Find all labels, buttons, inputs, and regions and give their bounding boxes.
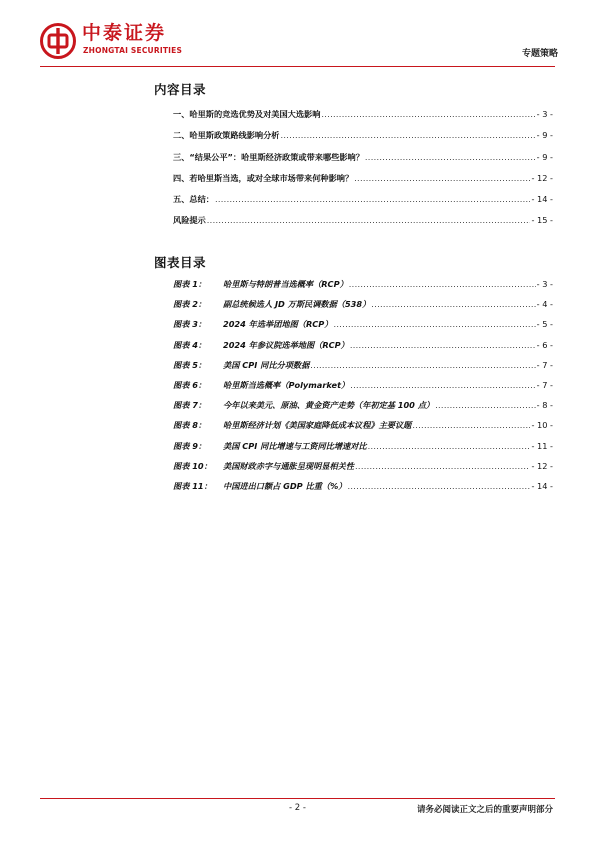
figure-entry[interactable] [173, 319, 553, 339]
toc-entry-label: 三、“结果公平”：哈里斯经济政策或带来哪些影响？ [173, 151, 364, 162]
toc-list [173, 109, 553, 237]
figure-page: - 14 - [531, 480, 553, 491]
figure-entry[interactable] [173, 461, 553, 481]
figure-number: 图表 10： [173, 460, 212, 471]
footer-disclaimer: 请务必阅读正文之后的重要声明部分 [416, 805, 553, 815]
dot-leader [348, 481, 531, 491]
figure-page: - 6 - [536, 339, 553, 350]
figure-entry[interactable] [173, 420, 553, 440]
toc-entry-page: - 12 - [531, 172, 553, 183]
figure-number: 图表 4： [173, 339, 207, 350]
toc-entry[interactable] [173, 194, 553, 215]
toc-entry[interactable] [173, 109, 553, 130]
figure-page: - 10 - [531, 420, 553, 431]
figure-caption: 哈里斯经济计划《美国家庭降低成本议程》主要议题 [223, 420, 412, 431]
dot-leader [435, 400, 536, 410]
figure-caption: 美国 CPI 同比增速与工资同比增速对比 [223, 440, 367, 451]
figure-entry[interactable] [173, 279, 553, 299]
page-header [40, 20, 560, 66]
figure-caption: 2024 年参议院选举地图（RCP） [223, 339, 349, 350]
figure-caption: 今年以来美元、原油、黄金资产走势（年初定基 100 点） [223, 400, 435, 411]
logo-english-name: ZHONGTAI SECURITIES [83, 46, 183, 55]
toc-entry-label: 二、哈里斯政策路线影响分析 [173, 130, 280, 141]
dot-leader [310, 360, 535, 370]
dot-leader [412, 420, 530, 430]
dot-leader [368, 441, 531, 451]
figure-page: - 7 - [536, 379, 553, 390]
figure-page: - 8 - [536, 400, 553, 411]
toc-entry-label: 风险提示 [173, 215, 206, 226]
figure-number: 图表 5： [173, 359, 207, 370]
toc-entry-page: - 3 - [536, 109, 553, 119]
toc-entry[interactable] [173, 173, 553, 194]
figure-number: 图表 2： [173, 299, 207, 310]
figure-caption: 美国财政赤字与通胀呈现明显相关性 [223, 460, 355, 471]
figure-number: 图表 8： [173, 420, 207, 431]
dot-leader [333, 319, 535, 329]
figure-entry[interactable] [173, 340, 553, 360]
figure-entry[interactable] [173, 481, 553, 501]
toc-entry[interactable] [173, 152, 553, 173]
footer-divider [40, 798, 555, 799]
header-divider [40, 66, 555, 67]
figure-number: 图表 11： [173, 480, 212, 491]
figure-page: - 12 - [531, 460, 553, 471]
logo-chinese-name: 中泰证券 [82, 22, 167, 44]
figure-caption: 副总统候选人 JD 万斯民调数据（538） [223, 299, 371, 310]
dot-leader [365, 152, 536, 162]
dot-leader [321, 109, 535, 119]
figure-caption: 哈里斯当选概率（Polymarket） [223, 379, 350, 390]
figure-caption: 中国进出口额占 GDP 比重（%） [223, 480, 347, 491]
dot-leader [350, 380, 536, 390]
toc-entry[interactable] [173, 215, 553, 236]
figure-number: 图表 3： [173, 319, 207, 330]
figure-caption: 哈里斯与特朗普当选概率（RCP） [223, 279, 348, 289]
figure-entry[interactable] [173, 299, 553, 319]
toc-entry-page: - 15 - [531, 215, 553, 226]
dot-leader [354, 173, 530, 183]
figure-page: - 11 - [531, 440, 553, 451]
report-type-label: 专题策略 [521, 49, 558, 59]
toc-entry-page: - 9 - [536, 151, 553, 162]
figure-number: 图表 6： [173, 379, 207, 390]
figure-page: - 5 - [536, 319, 553, 330]
zhongtai-logo-icon [40, 23, 76, 59]
toc-entry-page: - 9 - [536, 130, 553, 141]
figure-caption: 美国 CPI 同比分项数据 [223, 359, 310, 370]
figure-entry[interactable] [173, 380, 553, 400]
figure-number: 图表 1： [173, 279, 207, 289]
toc-entry[interactable] [173, 130, 553, 151]
dot-leader [371, 299, 535, 309]
dot-leader [215, 194, 531, 204]
figure-page: - 4 - [536, 299, 553, 310]
figure-caption: 2024 年选举团地图（RCP） [223, 319, 333, 330]
dot-leader [280, 130, 535, 140]
toc-title: 内容目录 [154, 82, 207, 97]
toc-entry-label: 五、总结： [173, 194, 214, 205]
figure-number: 图表 7： [173, 400, 207, 411]
figure-number: 图表 9： [173, 440, 207, 451]
figure-list-title: 图表目录 [154, 255, 207, 270]
toc-entry-label: 一、哈里斯的竞选优势及对美国大选影响 [173, 109, 321, 119]
figure-page: - 7 - [536, 359, 553, 370]
dot-leader [350, 340, 536, 350]
toc-entry-page: - 14 - [531, 194, 553, 205]
figure-entry[interactable] [173, 360, 553, 380]
page-number: - 2 - [289, 803, 306, 813]
dot-leader [349, 279, 536, 289]
figure-list [173, 279, 553, 501]
dot-leader [355, 461, 530, 471]
figure-entry[interactable] [173, 400, 553, 420]
figure-entry[interactable] [173, 441, 553, 461]
dot-leader [207, 215, 531, 225]
toc-entry-label: 四、若哈里斯当选，或对全球市场带来何种影响？ [173, 172, 354, 183]
figure-page: - 3 - [536, 279, 553, 289]
